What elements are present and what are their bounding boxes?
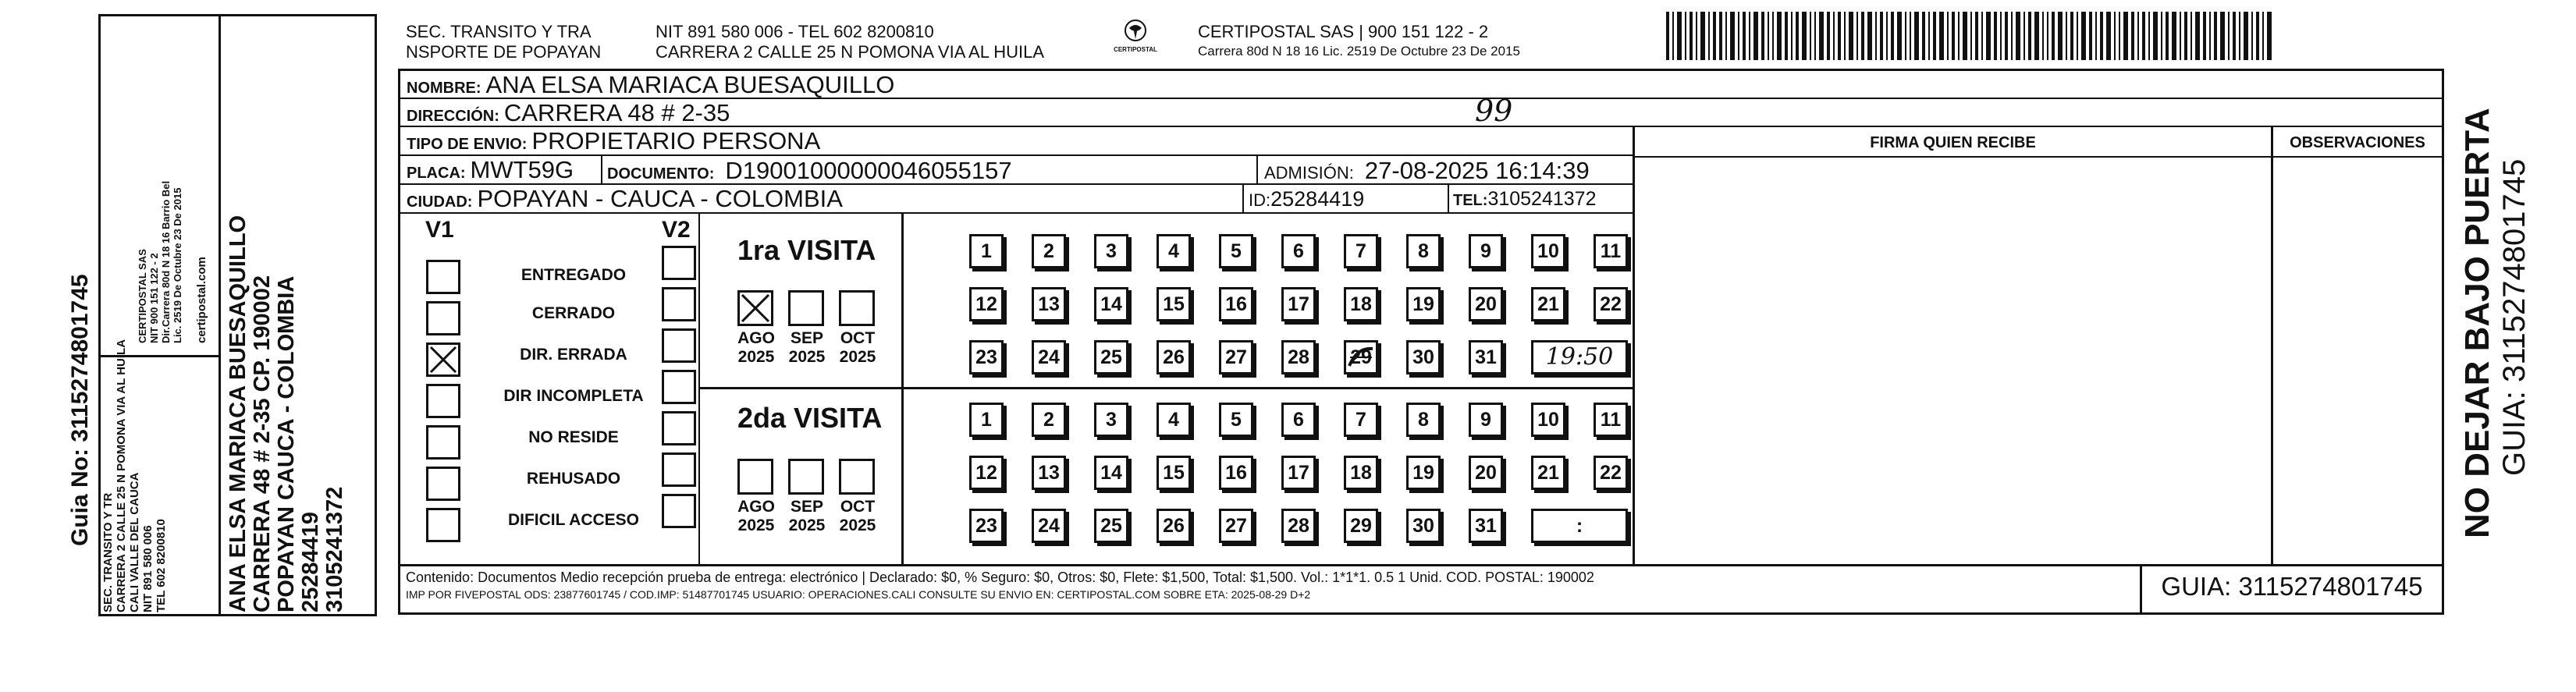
visit2-day-box[interactable]: 14: [1094, 456, 1128, 490]
visit1-day-box[interactable]: 20: [1469, 287, 1503, 321]
visit2-day-box[interactable]: 13: [1032, 456, 1066, 490]
stub-website: certipostal.com: [195, 257, 208, 343]
visit2-day-box[interactable]: 23: [969, 509, 1004, 543]
stub-carrier: CERTIPOSTAL SAS NIT 900 151 122 - 2 Dir.Carrera 80d N 18 16 Barrio Bel Lic. 2519 De Octubre 23 De 2015: [137, 180, 183, 343]
visit2-day-box[interactable]: 22: [1594, 456, 1628, 490]
visit1-title: 1ra VISITA: [737, 234, 876, 266]
tipo-value: PROPIETARIO PERSONA: [531, 127, 821, 154]
visit1-day-box[interactable]: 6: [1281, 234, 1316, 268]
visit2-time-box[interactable]: :: [1531, 509, 1628, 543]
status-label: CERRADO: [531, 304, 616, 322]
visit1-day-box[interactable]: 7: [1344, 234, 1378, 268]
id-value: 25284419: [1270, 187, 1365, 211]
footer-guia: GUIA: 3115274801745: [2161, 572, 2423, 601]
visit1-day-box[interactable]: 25: [1094, 340, 1128, 374]
month-label: AGO 2025: [737, 329, 775, 366]
cell-divider-admision: [1256, 156, 1258, 185]
visit2-day-box[interactable]: 20: [1469, 456, 1503, 490]
visit2-day-box[interactable]: 25: [1094, 509, 1128, 543]
v1-label: V1: [425, 217, 454, 243]
visit2-day-box[interactable]: 27: [1219, 509, 1253, 543]
visit2-day-box[interactable]: 15: [1157, 456, 1191, 490]
visit2-day-box[interactable]: 3: [1094, 403, 1128, 437]
visit2-month-sep-checkbox[interactable]: [788, 459, 824, 495]
visit2-day-box[interactable]: 8: [1406, 403, 1441, 437]
v1-checkbox[interactable]: [426, 342, 460, 377]
visit1-month-sep-checkbox[interactable]: [788, 290, 824, 326]
v1-checkbox[interactable]: [426, 301, 460, 335]
visit2-day-box[interactable]: 11: [1594, 403, 1628, 437]
visit2-day-box[interactable]: 26: [1157, 509, 1191, 543]
visit2-day-box[interactable]: 29: [1344, 509, 1378, 543]
visit2-day-box[interactable]: 10: [1531, 403, 1565, 437]
visit1-day-box[interactable]: 18: [1344, 287, 1378, 321]
stub-sender: SEC. TRANSITO Y TR CARRERA 2 CALLE 25 N POMONA VIA AL HUILA CALI VALLE DEL CAUCA NIT 891 580 006 TEL 602 8200810: [101, 339, 168, 612]
stub-guia-number: Guia No: 3115274801745: [67, 274, 93, 546]
v2-checkbox[interactable]: [662, 328, 696, 363]
footer-top-line: [400, 564, 2442, 566]
v1-checkbox[interactable]: [426, 425, 460, 460]
visit2-day-box[interactable]: 18: [1344, 456, 1378, 490]
v1-checkbox[interactable]: [426, 260, 460, 294]
visit1-day-box[interactable]: 9: [1469, 234, 1503, 268]
row-placa: PLACA: MWT59G: [400, 156, 1633, 185]
nombre-value: ANA ELSA MARIACA BUESAQUILLO: [485, 71, 895, 98]
visit1-day-box[interactable]: 1: [969, 234, 1004, 268]
status-label: DIR. ERRADA: [520, 346, 627, 364]
placa-value: MWT59G: [470, 156, 574, 183]
month-label: OCT 2025: [839, 498, 876, 534]
visit1-day-box[interactable]: 30: [1406, 340, 1441, 374]
visit2-day-box[interactable]: 16: [1219, 456, 1253, 490]
visit2-day-box[interactable]: 6: [1281, 403, 1316, 437]
logo-text: CERTIPOSTAL: [1114, 46, 1157, 53]
visit1-day-box[interactable]: 17: [1281, 287, 1316, 321]
v2-checkbox[interactable]: [662, 246, 696, 280]
visit2-day-box[interactable]: 4: [1157, 403, 1191, 437]
visit2-day-box[interactable]: 21: [1531, 456, 1565, 490]
visit1-month-oct-checkbox[interactable]: [839, 290, 875, 326]
visit2-day-box[interactable]: 2: [1032, 403, 1066, 437]
visits-separator: [700, 387, 1633, 389]
header-sender: SEC. TRANSITO Y TRA NSPORTE DE POPAYAN: [406, 22, 602, 62]
visit1-day-box[interactable]: 31: [1469, 340, 1503, 374]
visit1-day-box[interactable]: 10: [1531, 234, 1565, 268]
v2-checkbox[interactable]: [662, 411, 696, 445]
cell-divider-placa: [601, 156, 602, 185]
tel-value: 3105241372: [1487, 188, 1597, 210]
v1-checkbox[interactable]: [426, 467, 460, 501]
visit1-day-box[interactable]: 19: [1406, 287, 1441, 321]
status-label: DIR INCOMPLETA: [503, 387, 644, 405]
visit2-day-box[interactable]: 31: [1469, 509, 1503, 543]
v2-checkbox[interactable]: [662, 370, 696, 404]
visit1-day-box[interactable]: 3: [1094, 234, 1128, 268]
visit1-day-box[interactable]: 12: [969, 287, 1004, 321]
v1-checkbox[interactable]: [426, 384, 460, 418]
admision-value: 27-08-2025 16:14:39: [1364, 157, 1590, 184]
visit2-title: 2da VISITA: [737, 402, 883, 434]
visit1-day-box[interactable]: 22: [1594, 287, 1628, 321]
visit2-day-box[interactable]: 1: [969, 403, 1004, 437]
cell-divider-tel: [1448, 185, 1449, 214]
month-label: AGO 2025: [737, 498, 775, 534]
visit2-day-box[interactable]: 5: [1219, 403, 1253, 437]
visit1-time-box[interactable]: 19:50: [1531, 340, 1628, 374]
documento-cell: DOCUMENTO: D19001000000046055157: [607, 157, 1012, 184]
row-direccion: DIRECCIÓN: CARRERA 48 # 2-35: [400, 99, 2442, 127]
cell-divider-id: [1242, 185, 1244, 214]
visit1-day-box[interactable]: 16: [1219, 287, 1253, 321]
handwritten-note: 99: [1475, 94, 1513, 128]
observations-area[interactable]: [2273, 158, 2442, 564]
visit2-month-ago-checkbox[interactable]: [737, 459, 773, 495]
visit2-day-box[interactable]: 28: [1281, 509, 1316, 543]
visit1-day-box[interactable]: 15: [1157, 287, 1191, 321]
observaciones-label: OBSERVACIONES: [2290, 134, 2425, 151]
visit1-day-box[interactable]: 8: [1406, 234, 1441, 268]
visit1-day-box[interactable]: 4: [1157, 234, 1191, 268]
visit1-day-box[interactable]: 14: [1094, 287, 1128, 321]
v2-checkbox[interactable]: [662, 287, 696, 321]
status-label: ENTREGADO: [521, 266, 627, 284]
footer-content: Contenido: Documentos Medio recepción prueba de entrega: electrónico | Declarado: $0, % Seguro: $0, Otros: $0, Flete: $1,500, Total: $1,500. Vol.: 1*1*1. 0.5 1 Unid. COD. POSTAL: 190002 IMP POR FIVEPOSTAL ODS: 23877601745 / COD.IMP: 51487701745 USUARIO: OPERACIONES.CALI CONSULTE SU ENVIO EN: CERTIPOSTAL.COM SOBRE ETA: 2025-08-29 D+2: [406, 570, 1594, 601]
visit1-day-box[interactable]: 28: [1281, 340, 1316, 374]
direccion-value: CARRERA 48 # 2-35: [503, 99, 730, 126]
status-label: DIFICIL ACCESO: [507, 511, 639, 529]
status-label: NO RESIDE: [528, 428, 619, 446]
ciudad-value: POPAYAN - CAUCA - COLOMBIA: [477, 185, 843, 212]
firma-label: FIRMA QUIEN RECIBE: [1870, 134, 2036, 151]
visit1-day-box[interactable]: 11: [1594, 234, 1628, 268]
row-ciudad: CIUDAD: POPAYAN - CAUCA - COLOMBIA: [400, 185, 1633, 214]
row-tipo: TIPO DE ENVIO: PROPIETARIO PERSONA: [400, 127, 1633, 156]
header-carrier: CERTIPOSTAL SAS | 900 151 122 - 2 Carrera 80d N 18 16 Lic. 2519 De Octubre 23 De 2015: [1198, 22, 1520, 59]
visit2-day-box[interactable]: 30: [1406, 509, 1441, 543]
signature-area[interactable]: [1635, 158, 2271, 564]
month-label: OCT 2025: [839, 329, 876, 366]
v1-checkbox[interactable]: [426, 508, 460, 542]
admision-cell: ADMISIÓN: 27-08-2025 16:14:39: [1264, 157, 1590, 184]
side-guia: GUIA: 3115274801745: [2497, 158, 2532, 476]
no-dejar-bajo-puerta: NO DEJAR BAJO PUERTA: [2458, 108, 2496, 538]
visit2-day-box[interactable]: 19: [1406, 456, 1441, 490]
visit2-day-box[interactable]: 12: [969, 456, 1004, 490]
v2-label: V2: [662, 217, 691, 243]
tel-cell: TEL:3105241372: [1453, 188, 1597, 210]
visit1-day-box[interactable]: 13: [1032, 287, 1066, 321]
visit1-day-box[interactable]: 21: [1531, 287, 1565, 321]
visit2-day-box[interactable]: 17: [1281, 456, 1316, 490]
stub-recipient: ANA ELSA MARIACA BUESAQUILLO CARRERA 48 # 2-35 CP. 190002 POPAYAN CAUCA - COLOMBIA 25284419 3105241372: [226, 215, 347, 612]
visit1-day-box[interactable]: 27: [1219, 340, 1253, 374]
row-nombre: NOMBRE: ANA ELSA MARIACA BUESAQUILLO: [400, 71, 2442, 99]
v2-checkbox[interactable]: [662, 494, 696, 528]
documento-value: D19001000000046055157: [725, 157, 1012, 184]
visit1-day-box[interactable]: 2: [1032, 234, 1066, 268]
id-cell: ID:25284419: [1249, 187, 1365, 211]
header-nit: NIT 891 580 006 - TEL 602 8200810 CARRERA 2 CALLE 25 N POMONA VIA AL HUILA: [656, 22, 1045, 62]
visit2-day-box[interactable]: 7: [1344, 403, 1378, 437]
v2-checkbox[interactable]: [662, 452, 696, 487]
visit1-day-box[interactable]: 24: [1032, 340, 1066, 374]
visit1-day-box[interactable]: 23: [969, 340, 1004, 374]
visit2-month-oct-checkbox[interactable]: [839, 459, 875, 495]
month-label: SEP 2025: [788, 498, 826, 534]
month-label: SEP 2025: [788, 329, 826, 366]
visit1-month-ago-checkbox[interactable]: [737, 290, 773, 326]
status-label: REHUSADO: [526, 470, 621, 488]
visit1-day-box[interactable]: 5: [1219, 234, 1253, 268]
certipostal-logo: [1112, 19, 1159, 58]
visit1-day-box[interactable]: 26: [1157, 340, 1191, 374]
barcode: [1666, 12, 2275, 60]
visit2-day-box[interactable]: 9: [1469, 403, 1503, 437]
visit2-day-box[interactable]: 24: [1032, 509, 1066, 543]
visit1-day-box[interactable]: 29: [1344, 340, 1378, 374]
stub-divider-vertical: [219, 14, 221, 616]
